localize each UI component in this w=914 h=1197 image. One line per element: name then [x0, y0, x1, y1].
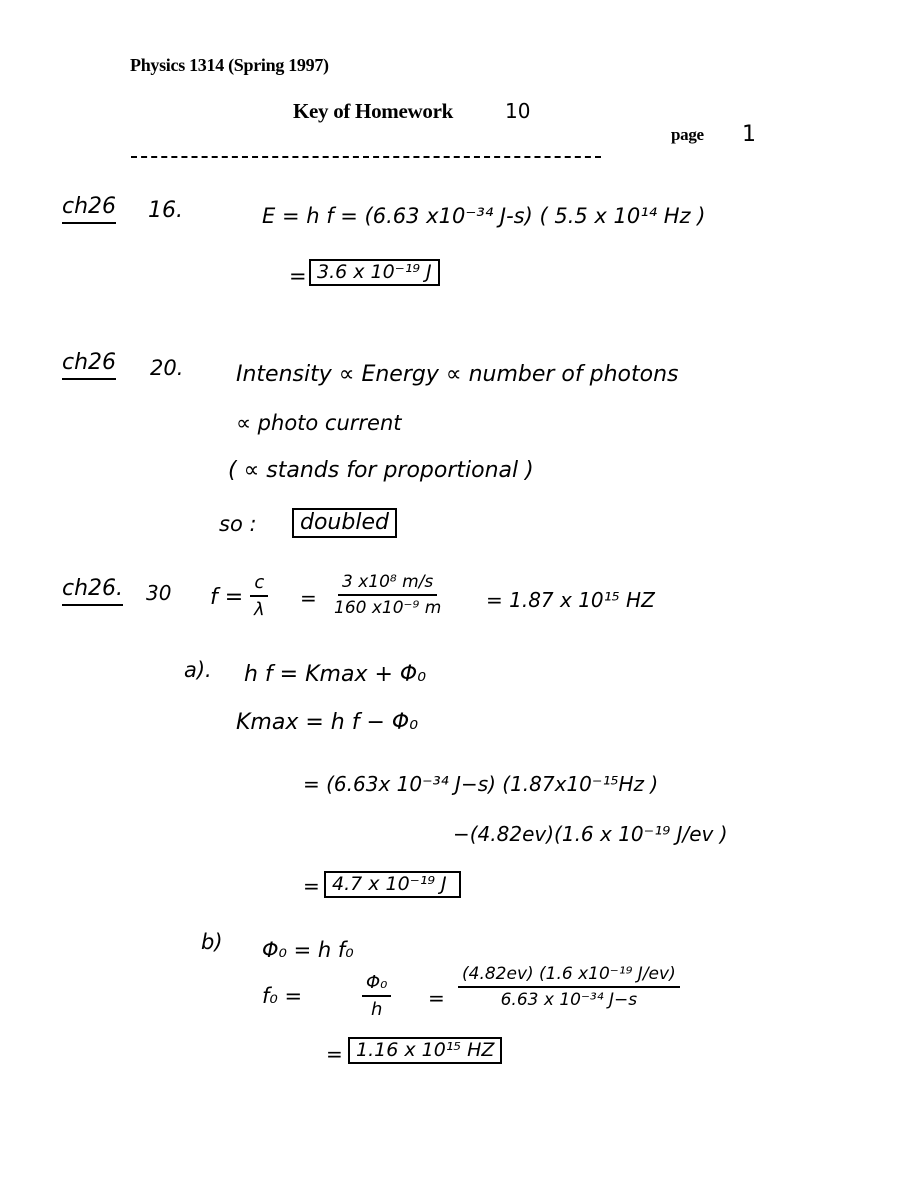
problem-20-answer-box: doubled: [292, 508, 397, 538]
h-denominator: h: [370, 999, 383, 1020]
page-number: 1: [742, 122, 756, 147]
homework-number: 10: [505, 99, 531, 123]
c-over-lambda-fraction: [250, 574, 269, 619]
part-a-line2: Kmax = h f − Φ₀: [236, 710, 419, 735]
part-a-line1: h f = Kmax + Φ₀: [244, 662, 427, 687]
part-b-label: b): [201, 930, 223, 954]
speed-of-light-numerator: 3 x10⁸ m/s: [338, 574, 437, 596]
part-a-label: a).: [184, 658, 212, 682]
lambda-denominator: λ: [254, 599, 265, 620]
problem-16-equation: E = h f = (6.63 x10⁻³⁴ J-s) ( 5.5 x 10¹⁴ Hz ): [262, 204, 706, 228]
part-b-eq-sign: =: [428, 986, 445, 1010]
part-a-result-box: 4.7 x 10⁻¹⁹ J: [324, 871, 461, 898]
part-a-result-prefix: =: [303, 874, 320, 898]
problem-20-chapter-label: ch26: [62, 352, 116, 380]
phi-over-h-fraction: [362, 974, 391, 1019]
problem-30-f-lhs: f =: [210, 585, 244, 610]
work-function-fraction: [458, 966, 680, 1009]
part-b-line1: Φ₀ = h f₀: [262, 938, 354, 962]
problem-20-line1: Intensity ∝ Energy ∝ number of photons: [236, 362, 679, 387]
phi-numerator: Φ₀: [362, 974, 391, 997]
problem-30-number: 30: [146, 581, 172, 605]
part-a-line3: = (6.63x 10⁻³⁴ J−s) (1.87x10⁻¹⁵Hz ): [303, 772, 659, 796]
page-label: page: [671, 125, 704, 144]
part-b-f0-lhs: f₀ =: [262, 984, 303, 1008]
problem-20-line2: ∝ photo current: [236, 411, 402, 435]
header-divider: [131, 156, 601, 158]
frequency-result: = 1.87 x 10¹⁵ HZ: [486, 588, 655, 612]
wavelength-denominator: 160 x10⁻⁹ m: [334, 598, 442, 618]
problem-30-chapter-label: ch26.: [62, 578, 123, 606]
problem-16-result-prefix: =: [289, 264, 307, 288]
problem-20-number: 20.: [150, 356, 184, 380]
problem-16-chapter-label: ch26: [62, 196, 116, 224]
part-a-line4: −(4.82ev)(1.6 x 10⁻¹⁹ J/ev ): [453, 822, 728, 846]
problem-20-line3: ( ∝ stands for proportional ): [228, 458, 534, 483]
problem-16-number: 16.: [148, 198, 183, 223]
course-title: Physics 1314 (Spring 1997): [130, 55, 329, 75]
c-numerator: c: [250, 574, 268, 597]
planck-denominator: 6.63 x 10⁻³⁴ J−s: [500, 990, 638, 1010]
problem-16-result-box: 3.6 x 10⁻¹⁹ J: [309, 259, 440, 286]
part-b-result-prefix: =: [326, 1042, 343, 1066]
work-function-numerator: (4.82ev) (1.6 x10⁻¹⁹ J/ev): [458, 966, 680, 988]
problem-20-so-label: so :: [219, 512, 257, 536]
document-title: Key of Homework: [293, 99, 453, 123]
problem-30-eq-sign: =: [300, 586, 317, 610]
wavelength-fraction: [330, 574, 445, 617]
part-b-result-box: 1.16 x 10¹⁵ HZ: [348, 1037, 502, 1064]
